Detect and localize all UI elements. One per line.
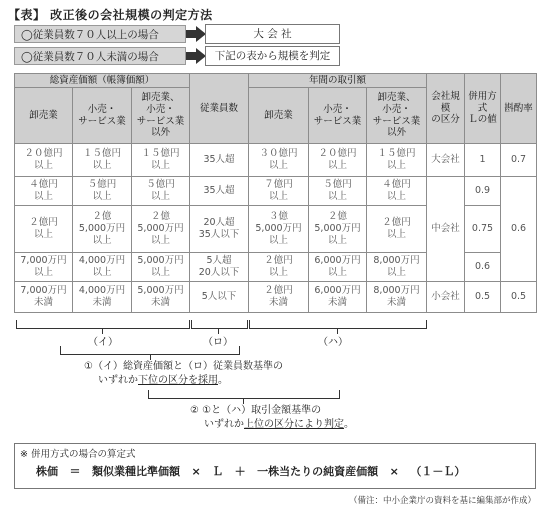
header-l-value: 併用方式 Ｌの値 <box>465 74 501 144</box>
table-cell: ２０億円 以上 <box>15 144 73 177</box>
brace-label-i: （イ） <box>88 337 118 348</box>
table-cell: 35人超 <box>190 177 249 206</box>
table-cell: 7,000万円 以上 <box>15 253 73 282</box>
table-cell: ４億円 以上 <box>367 177 427 206</box>
formula-label: ※ 併用方式の場合の算定式 <box>20 449 136 460</box>
table-cell: ２０億円 以上 <box>309 144 367 177</box>
table-cell: ５億円 以上 <box>73 177 132 206</box>
note-2 <box>190 404 354 432</box>
note-1-line2 <box>84 374 283 388</box>
table-cell: 20人超 35人以下 <box>190 206 249 253</box>
table-cell: 8,000万円 以上 <box>367 253 427 282</box>
table-cell: 0.5 <box>501 282 537 313</box>
table-cell: 6,000万円 未満 <box>309 282 367 313</box>
brace-label-ro: （ロ） <box>203 337 233 348</box>
source-note: （備注：中小企業庁の資料を基に編集部が作成） <box>348 496 536 506</box>
company-size-table <box>14 73 537 313</box>
header-total-assets: 総資産価額（帳簿価額） <box>15 74 190 88</box>
brace-combined <box>148 390 340 399</box>
table-cell: 0.75 <box>465 206 501 253</box>
table-cell: ２億 5,000万円 以上 <box>73 206 132 253</box>
table-cell: ２億 5,000万円 以上 <box>132 206 190 253</box>
table-cell: ３億 5,000万円 以上 <box>249 206 309 253</box>
table-cell: ３０億円 以上 <box>249 144 309 177</box>
header-retail-service: 小売・ サービス業 <box>309 88 367 144</box>
table-cell: 5,000万円 以上 <box>132 253 190 282</box>
result-large-company: 大 会 社 <box>205 24 340 44</box>
brace-ha <box>249 320 427 329</box>
table-cell: 0.6 <box>465 253 501 282</box>
table-cell: 中会社 <box>427 177 465 282</box>
table-cell: 6,000万円 以上 <box>309 253 367 282</box>
note-1-emphasis: 下位の区分を採用 <box>138 375 218 386</box>
table-cell: 0.5 <box>465 282 501 313</box>
note-2-line1: ② ①と（ハ）取引金額基準の <box>190 405 322 416</box>
table-cell: 4,000万円 以上 <box>73 253 132 282</box>
note-2-emphasis: 上位の区分により判定 <box>244 419 344 430</box>
table-row <box>15 177 537 206</box>
table-cell: 8,000万円 未満 <box>367 282 427 313</box>
table-cell: ２億円 以上 <box>367 206 427 253</box>
table-cell: 0.6 <box>501 177 537 282</box>
table-row <box>15 144 537 177</box>
header-discount-rate: 斟酌率 <box>501 74 537 144</box>
header-wholesale: 卸売業 <box>15 88 73 144</box>
table-row <box>15 282 537 313</box>
header-retail-service: 小売・ サービス業 <box>73 88 132 144</box>
table-cell: 35人超 <box>190 144 249 177</box>
table-cell: 0.9 <box>465 177 501 206</box>
note-1-suffix: 。 <box>218 375 228 386</box>
table-cell: 5人超 20人以下 <box>190 253 249 282</box>
table-cell: ４億円 以上 <box>15 177 73 206</box>
condition-70-or-more: ◯従業員数７０人以上の場合 <box>14 25 186 43</box>
table-cell: 7,000万円 未満 <box>15 282 73 313</box>
header-employees: 従業員数 <box>190 74 249 144</box>
table-cell: １５億円 以上 <box>73 144 132 177</box>
table-cell: 小会社 <box>427 282 465 313</box>
header-other-industries: 卸売業、 小売・ サービス業 以外 <box>367 88 427 144</box>
result-judge-by-table: 下記の表から規模を判定 <box>205 46 340 66</box>
note-1-line1: ①（イ）総資産価額と（ロ）従業員数基準の <box>84 361 283 372</box>
table-cell: 5,000万円 未満 <box>132 282 190 313</box>
brace-ro <box>191 320 248 329</box>
table-cell: ２億円 以上 <box>249 253 309 282</box>
header-company-size: 会社規模 の区分 <box>427 74 465 144</box>
table-cell: 大会社 <box>427 144 465 177</box>
table-cell: ５億円 以上 <box>309 177 367 206</box>
table-cell: 0.7 <box>501 144 537 177</box>
table-cell: 1 <box>465 144 501 177</box>
header-annual-trade: 年間の取引額 <box>249 74 427 88</box>
note-2-prefix: いずれか <box>204 419 244 430</box>
table-cell: ７億円 以上 <box>249 177 309 206</box>
note-1-prefix: いずれか <box>98 375 138 386</box>
note-1 <box>84 360 283 388</box>
formula-text: 株価 ＝ 類似業種比準価額 × Ｌ ＋ 一株当たりの純資産価額 × （１－Ｌ） <box>36 465 466 478</box>
table-cell: １５億円 以上 <box>132 144 190 177</box>
table-cell: ２億円 以上 <box>15 206 73 253</box>
header-other-industries: 卸売業、 小売・ サービス業 以外 <box>132 88 190 144</box>
note-2-suffix: 。 <box>344 419 354 430</box>
condition-under-70: ◯従業員数７０人未満の場合 <box>14 47 186 65</box>
table-cell: １５億円 以上 <box>367 144 427 177</box>
table-cell: 5人以下 <box>190 282 249 313</box>
note-2-line2 <box>190 418 354 432</box>
table-cell: ５億円 以上 <box>132 177 190 206</box>
brace-i-ro <box>60 346 240 355</box>
page-title: 【表】 改正後の会社規模の判定方法 <box>8 8 213 22</box>
table-cell: 4,000万円 未満 <box>73 282 132 313</box>
header-wholesale: 卸売業 <box>249 88 309 144</box>
brace-i <box>16 320 190 329</box>
brace-label-ha: （ハ） <box>318 337 348 348</box>
table-cell: ２億 5,000万円 以上 <box>309 206 367 253</box>
table-cell: ２億円 未満 <box>249 282 309 313</box>
